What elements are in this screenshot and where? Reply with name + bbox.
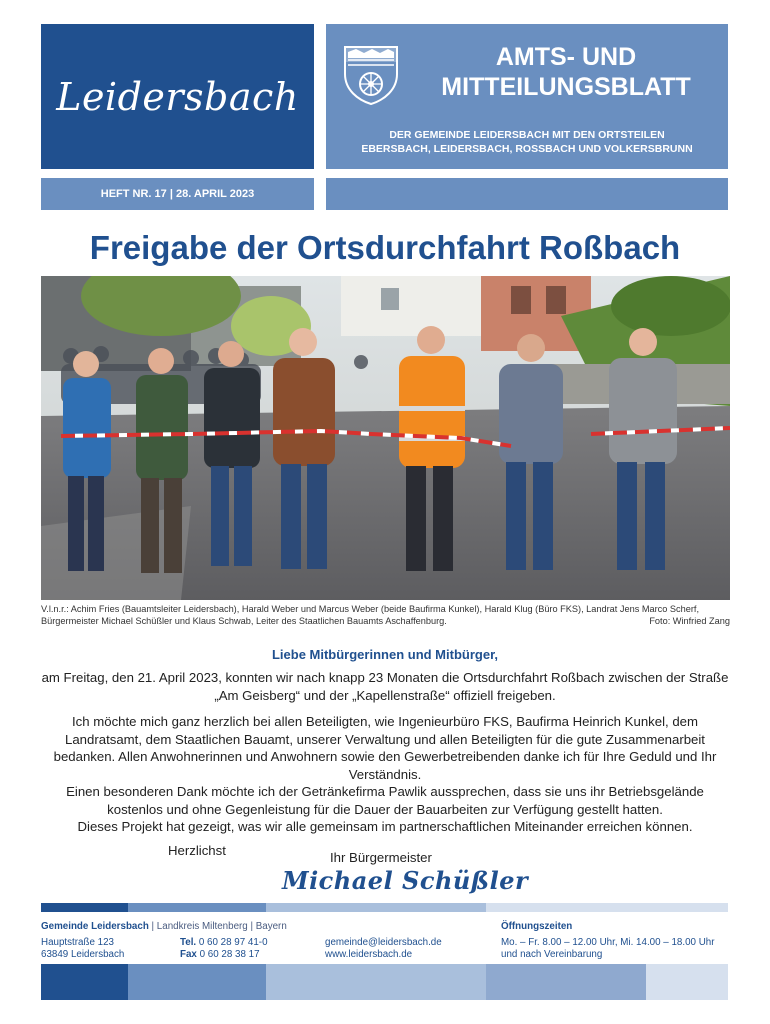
coat-of-arms-icon	[342, 44, 400, 106]
paragraph-1: am Freitag, den 21. April 2023, konnten wir nach knapp 23 Monaten die Ortsdurchfahrt Roßbach zwischen der Straße „Am Geisberg“ und der „Kapellenstraße“ offiziell freigeben.	[41, 670, 729, 703]
email-link[interactable]: gemeinde@leidersbach.de	[325, 937, 442, 948]
masthead-title-line1: AMTS- UND	[495, 43, 637, 71]
footer-phone	[180, 937, 268, 961]
salutation: Liebe Mitbürgerinnen und Mitbürger,	[271, 647, 499, 662]
footer-address	[41, 937, 124, 961]
mayor-title: Ihr Bürgermeister	[330, 850, 432, 865]
photo-credit: Foto: Winfried Zang	[649, 616, 730, 626]
leidersbach-logo: Leidersbach	[56, 74, 299, 119]
hours-line2: und nach Vereinbarung	[501, 949, 603, 960]
photo-caption	[41, 603, 730, 627]
caption-line2: Bürgermeister Michael Schüßler und Klaus Schwab, Leiter des Staatlichen Bauamts Aschaffenburg.	[41, 616, 447, 626]
masthead-subtitle-line1: DER GEMEINDE LEIDERSBACH MIT DEN ORTSTEILEN	[389, 129, 665, 141]
issue-number: HEFT NR. 17 | 28. APRIL 2023	[41, 178, 314, 210]
footer-block-segment	[646, 964, 728, 1000]
hours-line1: Mo. – Fr. 8.00 – 12.00 Uhr, Mi. 14.00 – 18.00 Uhr	[501, 937, 715, 948]
footer-org	[41, 921, 287, 933]
address-street: Hauptstraße 123	[41, 937, 114, 948]
fax-number: 0 60 28 38 17	[196, 949, 260, 960]
title-panel	[326, 24, 728, 169]
paragraph-group	[40, 713, 730, 836]
footer-block-segment	[128, 964, 266, 1000]
org-name: Gemeinde Leidersbach	[41, 921, 149, 932]
footer-bar-segment	[128, 903, 266, 912]
footer-bar-segment	[266, 903, 486, 912]
closing: Herzlichst	[168, 843, 226, 858]
ribbon-cutting-photo	[41, 276, 730, 600]
caption-line1: V.l.n.r.: Achim Fries (Bauamtsleiter Leidersbach), Harald Weber und Marcus Weber (beide Baufirma Kunkel), Harald Klug (Büro FKS), Landrat Jens Marco Scherf,	[41, 604, 700, 614]
fax-label: Fax	[180, 949, 197, 960]
footer-block-segment	[266, 964, 486, 1000]
web-link[interactable]: www.leidersbach.de	[325, 949, 413, 960]
paragraph-2: Ich möchte mich ganz herzlich bei allen Beteiligten, wie Ingenieurbüro FKS, Baufirma Heinrich Kunkel, dem Landratsamt, dem Staatlichen Bauamt, unserer Verwaltung und allen Beteiligten für die gute Zusammenarbeit bedanken. Allen Anwohnerinnen und Anwohnern sowie den Gewerbetreibenden danke ich für Ihre Geduld und Ihr Verständnis.	[53, 714, 717, 782]
masthead-title-line2: MITTEILUNGSBLATT	[441, 73, 691, 101]
logo-panel	[41, 24, 314, 169]
issue-bar-right	[326, 178, 728, 210]
hours-title: Öffnungszeiten	[501, 921, 573, 932]
headline: Freigabe der Ortsdurchfahrt Roßbach	[89, 229, 681, 266]
paragraph-4: Dieses Projekt hat gezeigt, was wir alle gemeinsam im partnerschaftlichen Miteinander erreichen können.	[77, 819, 693, 834]
address-city: 63849 Leidersbach	[41, 949, 125, 960]
paragraph-3: Einen besonderen Dank möchte ich der Getränkefirma Pawlik aussprechen, dass sie uns ihr Betriebsgelände kostenlos und ohne Gegenleistung für die Dauer der Bauarbeiten zur Verfügung gestellt hatten.	[66, 784, 704, 817]
tel-number: 0 60 28 97 41-0	[196, 937, 268, 948]
signature: Michael Schüßler	[282, 866, 529, 895]
footer-block-segment	[486, 964, 646, 1000]
org-region: | Landkreis Miltenberg | Bayern	[148, 921, 287, 932]
footer-block-segment	[41, 964, 128, 1000]
footer-bar-segment	[486, 903, 728, 912]
masthead-subtitle-line2: EBERSBACH, LEIDERSBACH, ROSSBACH UND VOLKERSBRUNN	[361, 143, 693, 155]
tel-label: Tel.	[180, 937, 197, 948]
masthead-subtitle	[326, 128, 728, 156]
masthead-title	[416, 42, 716, 102]
footer-bar-segment	[41, 903, 128, 912]
footer-contact	[325, 937, 442, 961]
footer-hours	[501, 921, 714, 961]
